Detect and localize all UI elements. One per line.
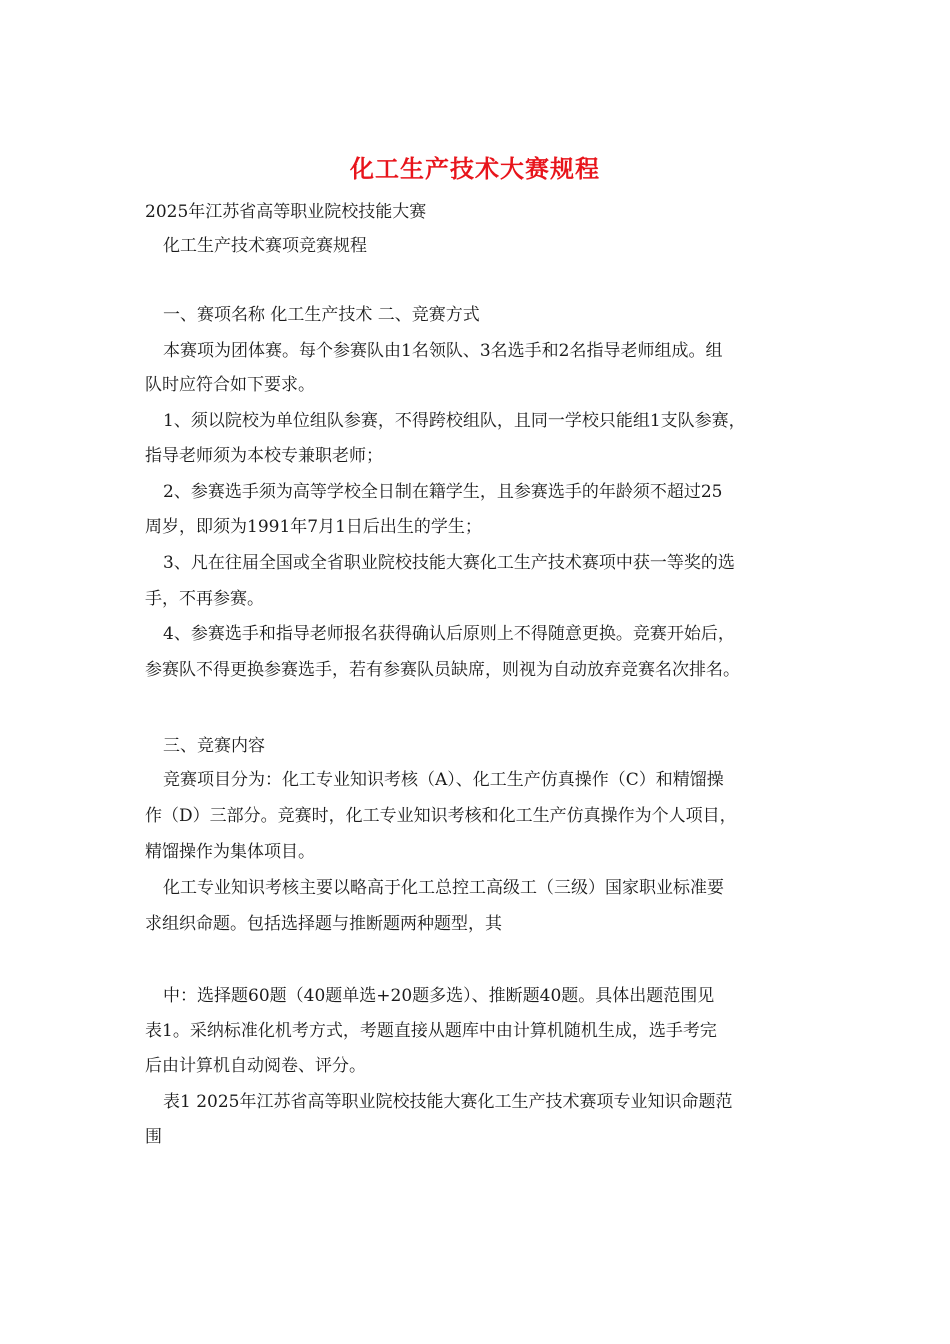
paragraph-line: 本赛项为团体赛。每个参赛队由1名领队、3名选手和2名指导老师组成。组 xyxy=(163,341,723,361)
paragraph-line: 手，不再参赛。 xyxy=(145,589,264,609)
table-caption: 围 xyxy=(145,1127,162,1147)
paragraph-line: 指导老师须为本校专兼职老师； xyxy=(145,446,383,466)
paragraph-line: 1、须以院校为单位组队参赛，不得跨校组队，且同一学校只能组1支队参赛， xyxy=(163,411,746,431)
paragraph-line: 表1。采纳标准化机考方式，考题直接从题库中由计算机随机生成，选手考完 xyxy=(145,1021,717,1041)
paragraph-line: 中：选择题60题（40题单选+20题多选）、推断题40题。具体出题范围见 xyxy=(163,986,715,1006)
paragraph-line: 周岁，即须为1991年7月1日后出生的学生； xyxy=(145,517,482,537)
paragraph-line: 4、参赛选手和指导老师报名获得确认后原则上不得随意更换。竞赛开始后， xyxy=(163,624,735,644)
section-heading: 三、竞赛内容 xyxy=(163,736,265,756)
paragraph-line: 队时应符合如下要求。 xyxy=(145,375,315,395)
subtitle-line: 2025年江苏省高等职业院校技能大赛 xyxy=(145,202,427,222)
document-title: 化工生产技术大赛规程 xyxy=(350,154,600,183)
table-caption: 表1 2025年江苏省高等职业院校技能大赛化工生产技术赛项专业知识命题范 xyxy=(163,1092,733,1112)
section-heading: 一、赛项名称 化工生产技术 二、竞赛方式 xyxy=(163,305,480,325)
paragraph-line: 竞赛项目分为：化工专业知识考核（A）、化工生产仿真操作（C）和精馏操 xyxy=(163,770,724,790)
subtitle-line: 化工生产技术赛项竞赛规程 xyxy=(163,236,367,256)
paragraph-line: 3、凡在往届全国或全省职业院校技能大赛化工生产技术赛项中获一等奖的选 xyxy=(163,553,735,573)
paragraph-line: 化工专业知识考核主要以略高于化工总控工高级工（三级）国家职业标准要 xyxy=(163,878,724,898)
paragraph-line: 参赛队不得更换参赛选手，若有参赛队员缺席，则视为自动放弃竞赛名次排名。 xyxy=(145,660,740,680)
paragraph-line: 作（D）三部分。竞赛时，化工专业知识考核和化工生产仿真操作为个人项目， xyxy=(145,806,737,826)
paragraph-line: 精馏操作为集体项目。 xyxy=(145,842,315,862)
paragraph-line: 2、参赛选手须为高等学校全日制在籍学生，且参赛选手的年龄须不超过25 xyxy=(163,482,723,502)
paragraph-line: 求组织命题。包括选择题与推断题两种题型，其 xyxy=(145,914,502,934)
paragraph-line: 后由计算机自动阅卷、评分。 xyxy=(145,1056,366,1076)
